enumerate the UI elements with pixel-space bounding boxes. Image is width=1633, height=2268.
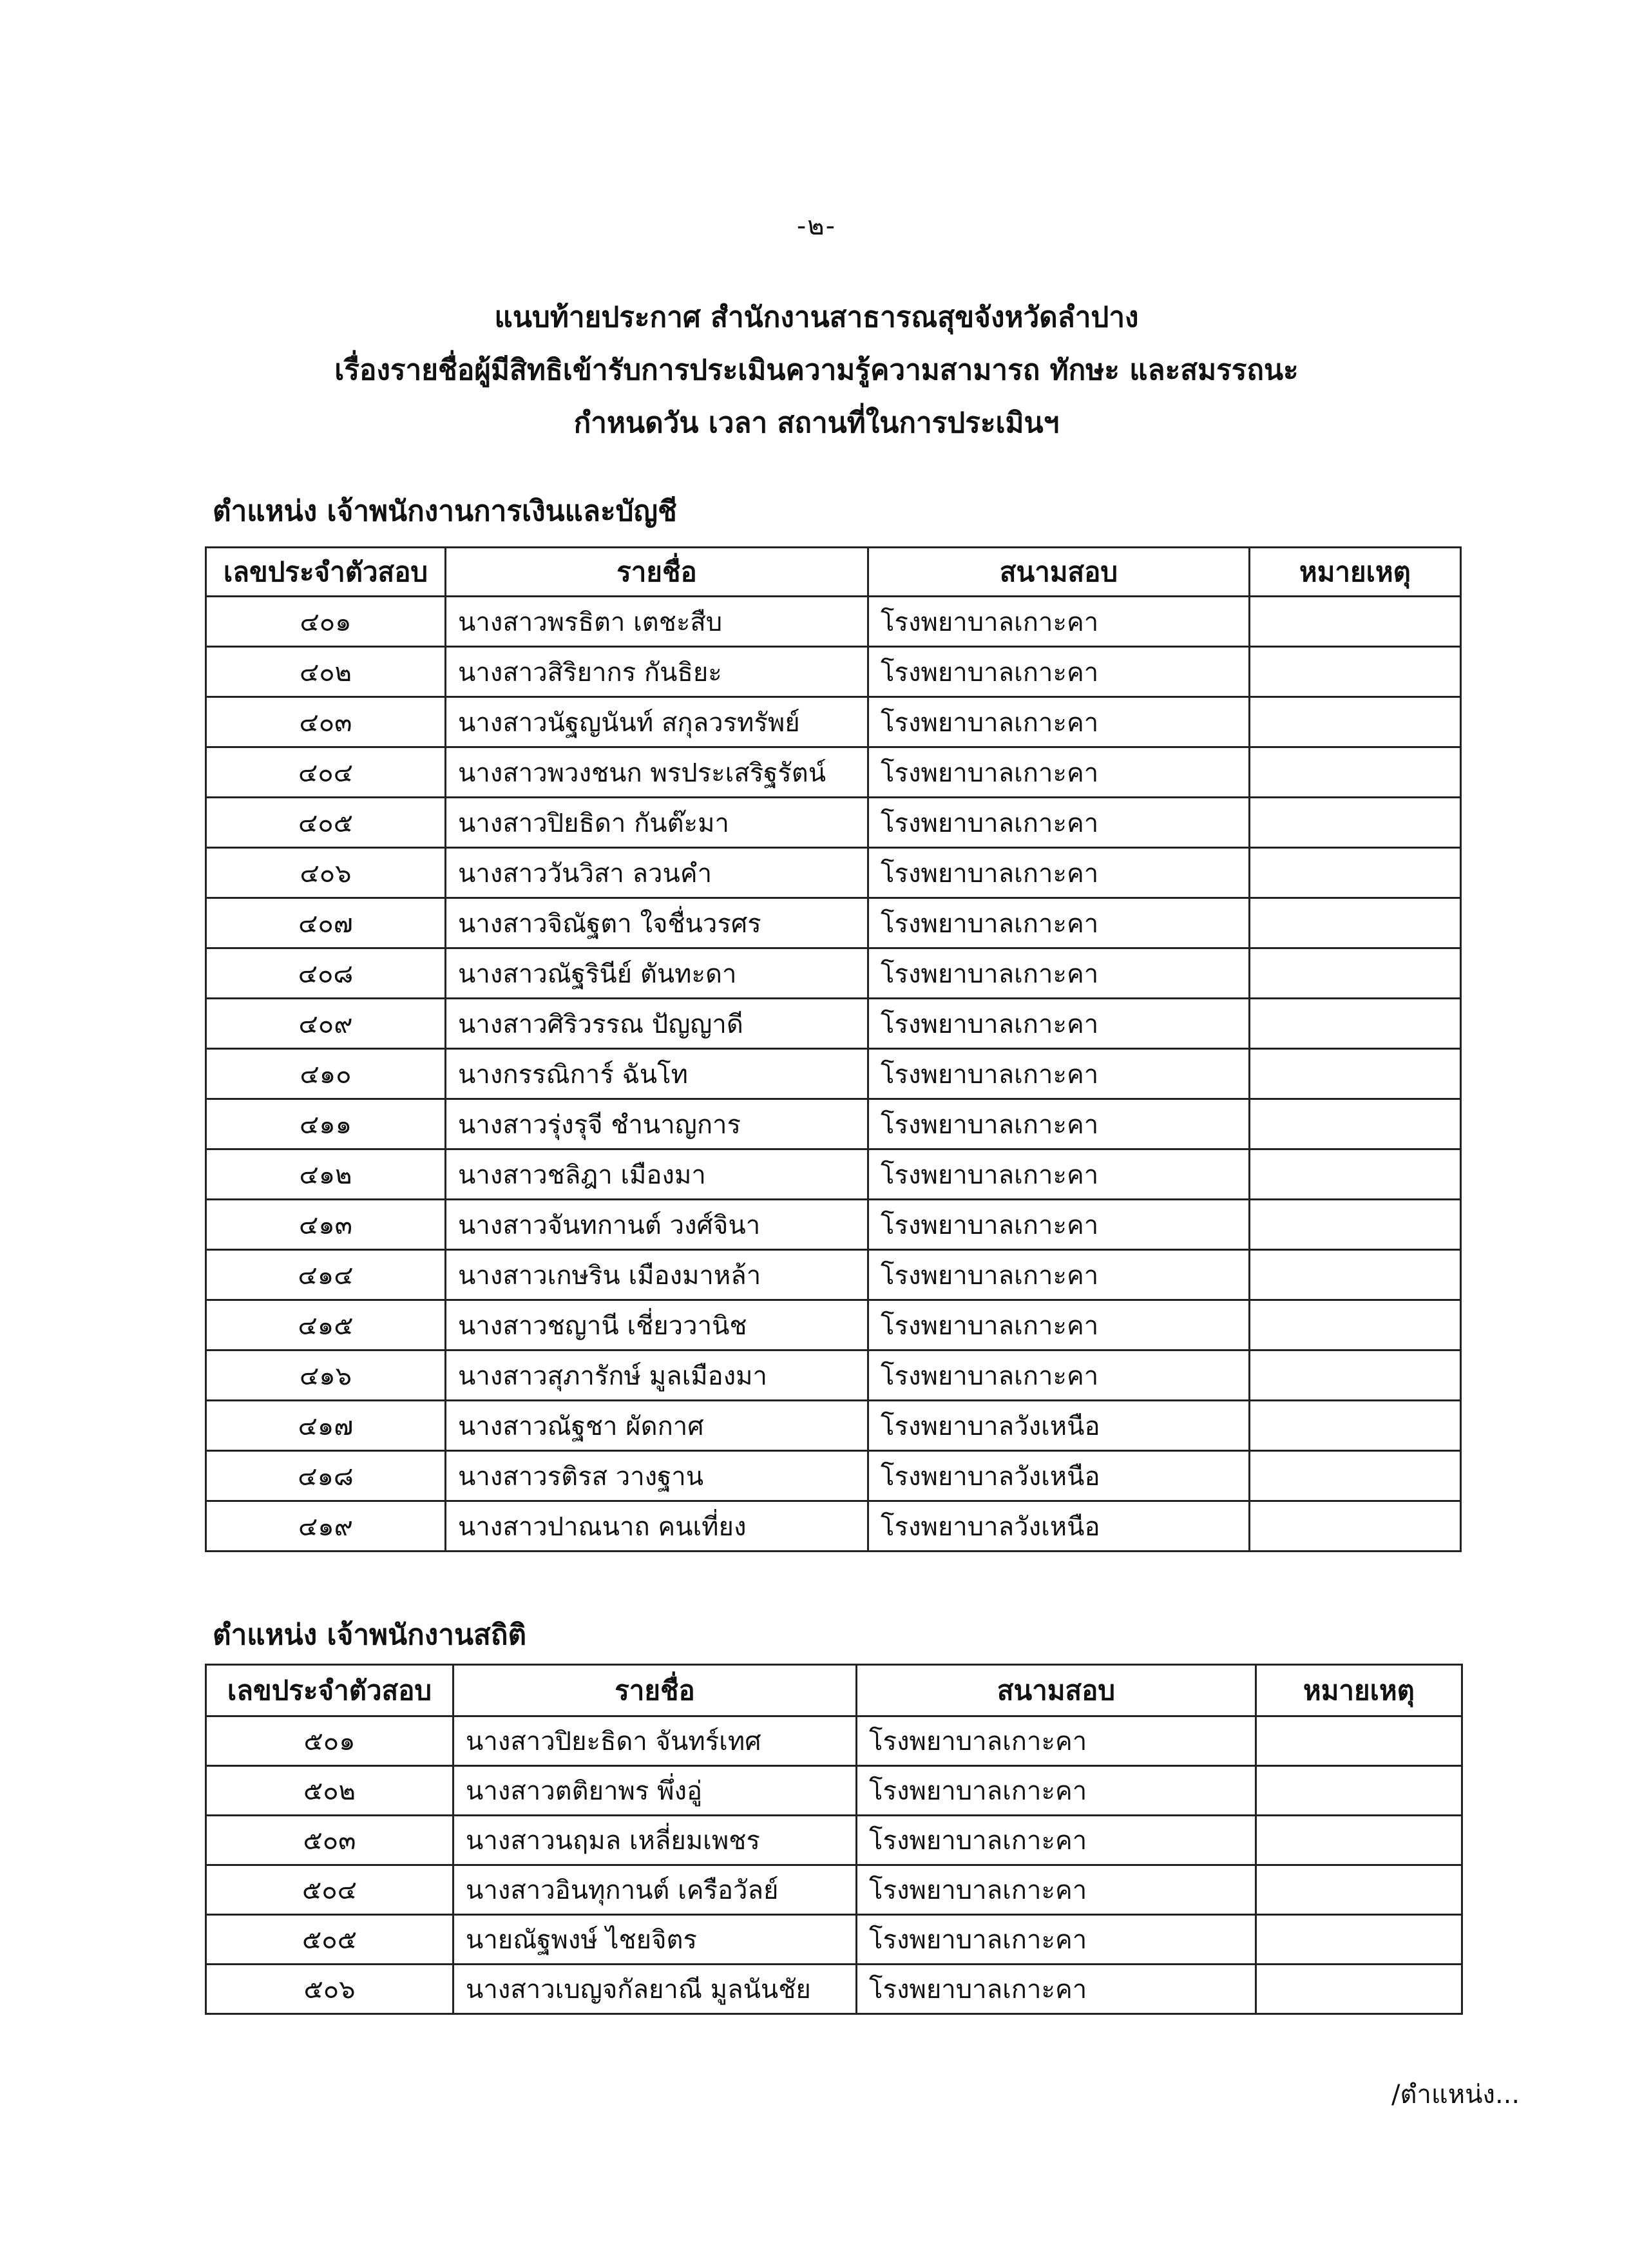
candidate-name-cell: นางสาวรุ่งรุจี ชำนาญการ xyxy=(446,1099,868,1149)
exam-venue-cell: โรงพยาบาลเกาะคา xyxy=(868,597,1250,647)
candidate-name-cell: นางสาวตติยาพร พึ่งอู่ xyxy=(454,1766,857,1816)
note-cell xyxy=(1250,999,1461,1049)
exam-venue-cell: โรงพยาบาลเกาะคา xyxy=(868,697,1250,747)
table-row xyxy=(206,1200,1461,1250)
table-row xyxy=(206,898,1461,948)
note-cell xyxy=(1256,1915,1462,1965)
note-cell xyxy=(1250,1099,1461,1149)
table-row xyxy=(206,747,1461,798)
exam-venue-cell: โรงพยาบาลเกาะคา xyxy=(868,948,1250,999)
table-row xyxy=(206,597,1461,647)
note-cell xyxy=(1256,1865,1462,1915)
candidate-id-cell: ๔๑๓ xyxy=(206,1200,446,1250)
table-row xyxy=(206,1049,1461,1099)
title-line-1: แนบท้ายประกาศ สำนักงานสาธารณสุขจังหวัดลำปาง xyxy=(494,301,1139,334)
table-row xyxy=(206,1250,1461,1300)
candidate-name-cell: นางกรรณิการ์ ฉันโท xyxy=(446,1049,868,1099)
candidate-id-cell: ๔๐๕ xyxy=(206,798,446,848)
candidate-table-statistics xyxy=(205,1664,1463,2015)
candidate-name-cell: นางสาวเบญจกัลยาณี มูลนันชัย xyxy=(454,1965,857,2014)
table-row xyxy=(206,1451,1461,1501)
note-cell xyxy=(1250,1250,1461,1300)
candidate-name-cell: นางสาวสุภารักษ์ มูลเมืองมา xyxy=(446,1350,868,1401)
candidate-id-cell: ๔๑๐ xyxy=(206,1049,446,1099)
exam-venue-cell: โรงพยาบาลเกาะคา xyxy=(868,1200,1250,1250)
column-header-venue: สนามสอบ xyxy=(868,548,1250,597)
section-title-statistics: ตำแหน่ง เจ้าพนักงานสถิติ xyxy=(213,1619,527,1651)
table-row xyxy=(206,1865,1462,1915)
candidate-id-cell: ๔๐๑ xyxy=(206,597,446,647)
note-cell xyxy=(1250,1451,1461,1501)
exam-venue-cell: โรงพยาบาลเกาะคา xyxy=(868,848,1250,898)
candidate-id-cell: ๔๑๔ xyxy=(206,1250,446,1300)
candidate-id-cell: ๔๐๘ xyxy=(206,948,446,999)
continued-marker: /ตำแหน่ง... xyxy=(1391,2080,1520,2109)
table-header-row xyxy=(206,1665,1462,1716)
exam-venue-cell: โรงพยาบาลเกาะคา xyxy=(868,1350,1250,1401)
column-header-id: เลขประจำตัวสอบ xyxy=(206,1665,454,1716)
exam-venue-cell: โรงพยาบาลเกาะคา xyxy=(857,1965,1256,2014)
section-title-finance: ตำแหน่ง เจ้าพนักงานการเงินและบัญชี xyxy=(213,495,677,528)
title-line-2: เรื่องรายชื่อผู้มีสิทธิเข้ารับการประเมินความรู้ความสามารถ ทักษะ และสมรรถนะ xyxy=(334,354,1299,387)
table-row xyxy=(206,1350,1461,1401)
note-cell xyxy=(1250,898,1461,948)
candidate-name-cell: นางสาวนฤมล เหลี่ยมเพชร xyxy=(454,1816,857,1865)
table-header-row xyxy=(206,548,1461,597)
candidate-name-cell: นางสาวจิณัฐตา ใจชื่นวรศร xyxy=(446,898,868,948)
candidate-id-cell: ๕๐๑ xyxy=(206,1716,454,1766)
candidate-id-cell: ๔๑๘ xyxy=(206,1451,446,1501)
exam-venue-cell: โรงพยาบาลเกาะคา xyxy=(868,1300,1250,1350)
table-row xyxy=(206,798,1461,848)
candidate-id-cell: ๕๐๒ xyxy=(206,1766,454,1816)
candidate-name-cell: นางสาวพวงชนก พรประเสริฐรัตน์ xyxy=(446,747,868,798)
candidate-table-finance xyxy=(205,546,1462,1552)
candidate-id-cell: ๔๐๖ xyxy=(206,848,446,898)
table-row xyxy=(206,1766,1462,1816)
candidate-name-cell: นางสาวศิริวรรณ ปัญญาดี xyxy=(446,999,868,1049)
table-row xyxy=(206,999,1461,1049)
note-cell xyxy=(1250,1300,1461,1350)
candidate-name-cell: นางสาวรติรส วางฐาน xyxy=(446,1451,868,1501)
candidate-name-cell: นางสาววันวิสา ลวนคำ xyxy=(446,848,868,898)
note-cell xyxy=(1256,1766,1462,1816)
column-header-venue: สนามสอบ xyxy=(857,1665,1256,1716)
candidate-id-cell: ๔๐๒ xyxy=(206,647,446,697)
table-row xyxy=(206,1816,1462,1865)
candidate-name-cell: นางสาวนัฐญนันท์ สกุลวรทรัพย์ xyxy=(446,697,868,747)
note-cell xyxy=(1250,1200,1461,1250)
candidate-name-cell: นางสาวปิยธิดา กันต๊ะมา xyxy=(446,798,868,848)
candidate-id-cell: ๕๐๔ xyxy=(206,1865,454,1915)
page-number: -๒- xyxy=(796,211,837,241)
exam-venue-cell: โรงพยาบาลเกาะคา xyxy=(868,798,1250,848)
candidate-name-cell: นางสาวจันทกานต์ วงศ์จินา xyxy=(446,1200,868,1250)
column-header-note: หมายเหตุ xyxy=(1250,548,1461,597)
table-row xyxy=(206,1915,1462,1965)
table-row xyxy=(206,1149,1461,1200)
note-cell xyxy=(1250,747,1461,798)
note-cell xyxy=(1250,647,1461,697)
note-cell xyxy=(1256,1716,1462,1766)
note-cell xyxy=(1250,1350,1461,1401)
title-line-3: กำหนดวัน เวลา สถานที่ในการประเมินฯ xyxy=(573,407,1060,439)
table-row xyxy=(206,1965,1462,2014)
exam-venue-cell: โรงพยาบาลเกาะคา xyxy=(857,1816,1256,1865)
note-cell xyxy=(1250,1149,1461,1200)
exam-venue-cell: โรงพยาบาลเกาะคา xyxy=(868,898,1250,948)
table-row xyxy=(206,1401,1461,1451)
exam-venue-cell: โรงพยาบาลเกาะคา xyxy=(868,1049,1250,1099)
candidate-id-cell: ๔๐๗ xyxy=(206,898,446,948)
candidate-name-cell: นางสาวชญานี เชี่ยววานิช xyxy=(446,1300,868,1350)
table-row xyxy=(206,848,1461,898)
exam-venue-cell: โรงพยาบาลเกาะคา xyxy=(868,1149,1250,1200)
note-cell xyxy=(1256,1965,1462,2014)
note-cell xyxy=(1250,597,1461,647)
exam-venue-cell: โรงพยาบาลเกาะคา xyxy=(857,1865,1256,1915)
candidate-id-cell: ๔๐๔ xyxy=(206,747,446,798)
note-cell xyxy=(1256,1816,1462,1865)
exam-venue-cell: โรงพยาบาลเกาะคา xyxy=(857,1915,1256,1965)
note-cell xyxy=(1250,848,1461,898)
exam-venue-cell: โรงพยาบาลเกาะคา xyxy=(868,1099,1250,1149)
candidate-id-cell: ๔๑๕ xyxy=(206,1300,446,1350)
column-header-note: หมายเหตุ xyxy=(1256,1665,1462,1716)
note-cell xyxy=(1250,697,1461,747)
table-row xyxy=(206,647,1461,697)
table-row xyxy=(206,1501,1461,1552)
note-cell xyxy=(1250,948,1461,999)
exam-venue-cell: โรงพยาบาลเกาะคา xyxy=(868,999,1250,1049)
candidate-id-cell: ๔๑๑ xyxy=(206,1099,446,1149)
exam-venue-cell: โรงพยาบาลเกาะคา xyxy=(857,1716,1256,1766)
exam-venue-cell: โรงพยาบาลวังเหนือ xyxy=(868,1401,1250,1451)
candidate-id-cell: ๕๐๖ xyxy=(206,1965,454,2014)
candidate-name-cell: นางสาวปาณนาถ คนเที่ยง xyxy=(446,1501,868,1552)
candidate-name-cell: นางสาวสิริยากร กันธิยะ xyxy=(446,647,868,697)
exam-venue-cell: โรงพยาบาลวังเหนือ xyxy=(868,1451,1250,1501)
candidate-name-cell: นางสาวเกษริน เมืองมาหล้า xyxy=(446,1250,868,1300)
note-cell xyxy=(1250,1049,1461,1099)
table-row xyxy=(206,1300,1461,1350)
candidate-name-cell: นางสาวณัฐรินีย์ ตันทะดา xyxy=(446,948,868,999)
document-header xyxy=(0,291,1633,450)
candidate-name-cell: นางสาวอินทุกานต์ เครือวัลย์ xyxy=(454,1865,857,1915)
note-cell xyxy=(1250,798,1461,848)
note-cell xyxy=(1250,1401,1461,1451)
candidate-name-cell: นายณัฐพงษ์ ไชยจิตร xyxy=(454,1915,857,1965)
column-header-name: รายชื่อ xyxy=(446,548,868,597)
exam-venue-cell: โรงพยาบาลวังเหนือ xyxy=(868,1501,1250,1552)
column-header-name: รายชื่อ xyxy=(454,1665,857,1716)
table-row xyxy=(206,1716,1462,1766)
note-cell xyxy=(1250,1501,1461,1552)
table-row xyxy=(206,697,1461,747)
column-header-id: เลขประจำตัวสอบ xyxy=(206,548,446,597)
exam-venue-cell: โรงพยาบาลเกาะคา xyxy=(868,1250,1250,1300)
candidate-name-cell: นางสาวณัฐชา ผัดกาศ xyxy=(446,1401,868,1451)
candidate-id-cell: ๔๐๓ xyxy=(206,697,446,747)
exam-venue-cell: โรงพยาบาลเกาะคา xyxy=(868,647,1250,697)
candidate-name-cell: นางสาวชลิฎา เมืองมา xyxy=(446,1149,868,1200)
candidate-id-cell: ๕๐๕ xyxy=(206,1915,454,1965)
candidate-id-cell: ๔๑๖ xyxy=(206,1350,446,1401)
table-row xyxy=(206,1099,1461,1149)
candidate-id-cell: ๔๑๙ xyxy=(206,1501,446,1552)
candidate-id-cell: ๕๐๓ xyxy=(206,1816,454,1865)
candidate-id-cell: ๔๑๒ xyxy=(206,1149,446,1200)
table-row xyxy=(206,948,1461,999)
candidate-name-cell: นางสาวปิยะธิดา จันทร์เทศ xyxy=(454,1716,857,1766)
candidate-name-cell: นางสาวพรธิตา เตชะสืบ xyxy=(446,597,868,647)
candidate-id-cell: ๔๑๗ xyxy=(206,1401,446,1451)
candidate-id-cell: ๔๐๙ xyxy=(206,999,446,1049)
exam-venue-cell: โรงพยาบาลเกาะคา xyxy=(857,1766,1256,1816)
exam-venue-cell: โรงพยาบาลเกาะคา xyxy=(868,747,1250,798)
